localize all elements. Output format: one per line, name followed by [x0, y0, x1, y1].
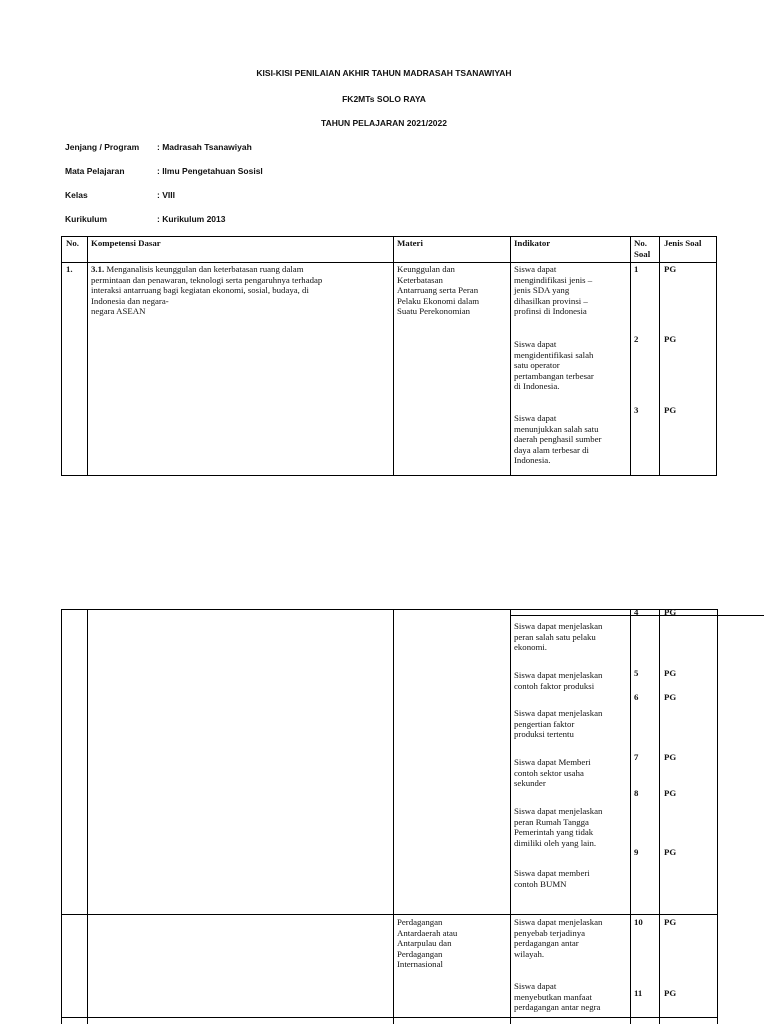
- no-soal: 11: [634, 988, 643, 998]
- indikator-line: mengidentifikasi salah: [514, 349, 594, 360]
- indikator-line: menunjukkan salah satu: [514, 423, 599, 434]
- table-right-border: [717, 609, 718, 1024]
- indikator-item: [514, 757, 628, 789]
- row-divider: [61, 914, 718, 915]
- indikator-item: [514, 806, 628, 848]
- table-top-border: [61, 609, 718, 610]
- kd-text-line: Indonesia dan negara-: [91, 295, 169, 306]
- indikator-line: perdagangan antar negra: [514, 1002, 601, 1013]
- indikator-item: [514, 264, 628, 317]
- indikator-line: Pemerintah yang tidak: [514, 827, 594, 838]
- materi-line: Suatu Perekonomian: [397, 306, 471, 317]
- doc-title: KISI-KISI PENILAIAN AKHIR TAHUN MADRASAH TSANAWIYAH: [256, 68, 512, 78]
- indikator-item: [514, 670, 628, 691]
- indikator-line: profinsi di Indonesia: [514, 306, 587, 317]
- doc-year: TAHUN PELAJARAN 2021/2022: [321, 118, 447, 128]
- kd-number: 3.1.: [91, 264, 105, 274]
- indikator-line: Siswa dapat menjelaskan: [514, 621, 603, 631]
- materi-line: Keunggulan dan: [397, 264, 455, 274]
- no-soal: 7: [634, 752, 639, 762]
- indikator-item: [514, 621, 628, 653]
- jenis-soal: PG: [664, 752, 677, 762]
- indikator-item: [514, 917, 628, 959]
- indikator-line: Siswa dapat menjelaskan: [514, 917, 603, 927]
- table-left-border: [61, 609, 62, 1024]
- jenis-soal: PG: [664, 334, 677, 344]
- jenis-soal: PG: [664, 692, 677, 702]
- indikator-line: Siswa dapat: [514, 264, 557, 274]
- indikator-line: wilayah.: [514, 948, 545, 959]
- no-soal: 2: [634, 334, 639, 344]
- header-kd: Kompetensi Dasar: [91, 238, 161, 248]
- meta-value: : Ilmu Pengetahuan Sosisl: [157, 166, 263, 176]
- header-indikator: Indikator: [514, 238, 551, 248]
- materi-line: Antarpulau dan: [397, 938, 452, 949]
- meta-mapel: [65, 166, 263, 176]
- meta-label: Mata Pelajaran: [65, 166, 125, 176]
- meta-value: : Madrasah Tsanawiyah: [157, 142, 252, 152]
- indikator-line: produksi tertentu: [514, 729, 574, 740]
- meta-kurikulum: [65, 214, 226, 224]
- table-top-inner-border: [510, 615, 718, 616]
- row-number: 1.: [66, 264, 73, 274]
- col-divider: [510, 236, 511, 476]
- no-soal: 4: [634, 607, 639, 617]
- materi: [397, 917, 509, 970]
- no-soal: 5: [634, 668, 639, 678]
- materi-line: Antardaerah atau: [397, 927, 458, 938]
- meta-kelas: [65, 190, 175, 200]
- row-divider: [61, 1017, 718, 1018]
- kd-text-line: interaksi antarruang bagi kegiatan ekonomi, sosial, budaya, di: [91, 285, 309, 296]
- indikator-line: Siswa dapat menjelaskan: [514, 708, 603, 718]
- col-divider: [87, 236, 88, 476]
- no-soal: 8: [634, 788, 639, 798]
- header-divider: [61, 262, 717, 263]
- meta-label: Jenjang / Program: [65, 142, 140, 152]
- jenis-soal: PG: [664, 788, 677, 798]
- kd-text-line: permintaan dan penawaran, teknologi serta pengaruhnya terhadap: [91, 274, 323, 285]
- indikator-item: [514, 413, 628, 466]
- indikator-line: Siswa dapat menjelaskan: [514, 670, 603, 680]
- jenis-soal: PG: [664, 405, 677, 415]
- meta-value: : VIII: [157, 190, 175, 200]
- indikator-line: sekunder: [514, 778, 546, 789]
- header-no-soal-line: No.: [634, 238, 647, 248]
- indikator-line: peran salah satu pelaku: [514, 631, 596, 642]
- indikator-line: di Indonesia.: [514, 381, 560, 392]
- indikator-line: contoh BUMN: [514, 878, 567, 889]
- indikator-line: contoh sektor usaha: [514, 767, 584, 778]
- meta-label: Kurikulum: [65, 214, 108, 224]
- indikator-line: penyebab terjadinya: [514, 927, 586, 938]
- materi-line: Pelaku Ekonomi dalam: [397, 295, 480, 306]
- meta-label: Kelas: [65, 190, 88, 200]
- indikator-line: peran Rumah Tangga: [514, 816, 589, 827]
- indikator-line: Siswa dapat: [514, 981, 557, 991]
- jenis-soal: PG: [664, 264, 677, 274]
- table-overflow-line: [718, 615, 764, 616]
- kd-text-line: negara ASEAN: [91, 306, 146, 317]
- col-divider: [510, 609, 511, 1024]
- indikator-line: menyebutkan manfaat: [514, 991, 592, 1002]
- jenis-soal: PG: [664, 847, 677, 857]
- indikator-line: Indonesia.: [514, 455, 551, 466]
- col-divider: [659, 609, 660, 1024]
- meta-value: : Kurikulum 2013: [157, 214, 226, 224]
- meta-jenjang: [65, 142, 252, 152]
- indikator-item: [514, 981, 628, 1013]
- col-divider: [630, 236, 631, 476]
- indikator-line: mengindifikasi jenis –: [514, 274, 593, 285]
- materi-line: Perdagangan: [397, 948, 443, 959]
- materi-line: Keterbatasan: [397, 274, 443, 285]
- indikator-line: dimiliki oleh yang lain.: [514, 837, 597, 848]
- jenis-soal: PG: [664, 988, 677, 998]
- doc-subtitle: FK2MTs SOLO RAYA: [342, 94, 426, 104]
- no-soal: 1: [634, 264, 639, 274]
- header-no-soal-line: Soal: [634, 248, 651, 259]
- col-divider: [87, 609, 88, 1024]
- indikator-item: [514, 708, 628, 740]
- materi-line: Antarruang serta Peran: [397, 285, 479, 296]
- indikator-line: Siswa dapat: [514, 339, 557, 349]
- indikator-line: contoh faktor produksi: [514, 680, 595, 691]
- indikator-line: satu operator: [514, 360, 560, 371]
- col-divider: [393, 609, 394, 1024]
- col-divider: [630, 609, 631, 1024]
- indikator-line: pengertian faktor: [514, 718, 575, 729]
- indikator-line: daya alam terbesar di: [514, 444, 589, 455]
- indikator-line: Siswa dapat memberi: [514, 868, 590, 878]
- indikator-line: ekonomi.: [514, 642, 547, 653]
- kompetensi-dasar: [91, 264, 391, 317]
- jenis-soal: PG: [664, 917, 677, 927]
- jenis-soal: PG: [664, 668, 677, 678]
- col-divider: [659, 236, 660, 476]
- materi-line: Internasional: [397, 959, 443, 970]
- col-divider: [393, 236, 394, 476]
- no-soal: 6: [634, 692, 639, 702]
- indikator-line: Siswa dapat Memberi: [514, 757, 591, 767]
- jenis-soal: PG: [664, 607, 677, 617]
- header-jenis-soal: Jenis Soal: [664, 238, 702, 248]
- indikator-line: dihasilkan provinsi –: [514, 295, 588, 306]
- indikator-line: jenis SDA yang: [514, 285, 570, 296]
- indikator-line: Siswa dapat menjelaskan: [514, 806, 603, 816]
- kd-text-line: Menganalisis keunggulan dan keterbatasan ruang dalam: [104, 264, 304, 274]
- header-no: No.: [66, 238, 79, 248]
- indikator-line: pertambangan terbesar: [514, 370, 594, 381]
- header-materi: Materi: [397, 238, 423, 248]
- indikator-line: Siswa dapat: [514, 413, 557, 423]
- no-soal: 9: [634, 847, 639, 857]
- materi-line: Perdagangan: [397, 917, 443, 927]
- header-no-soal: [634, 238, 650, 259]
- no-soal: 10: [634, 917, 643, 927]
- indikator-line: perdagangan antar: [514, 938, 579, 949]
- materi: [397, 264, 509, 317]
- indikator-item: [514, 339, 628, 392]
- indikator-line: daerah penghasil sumber: [514, 434, 602, 445]
- no-soal: 3: [634, 405, 639, 415]
- indikator-item: [514, 868, 628, 889]
